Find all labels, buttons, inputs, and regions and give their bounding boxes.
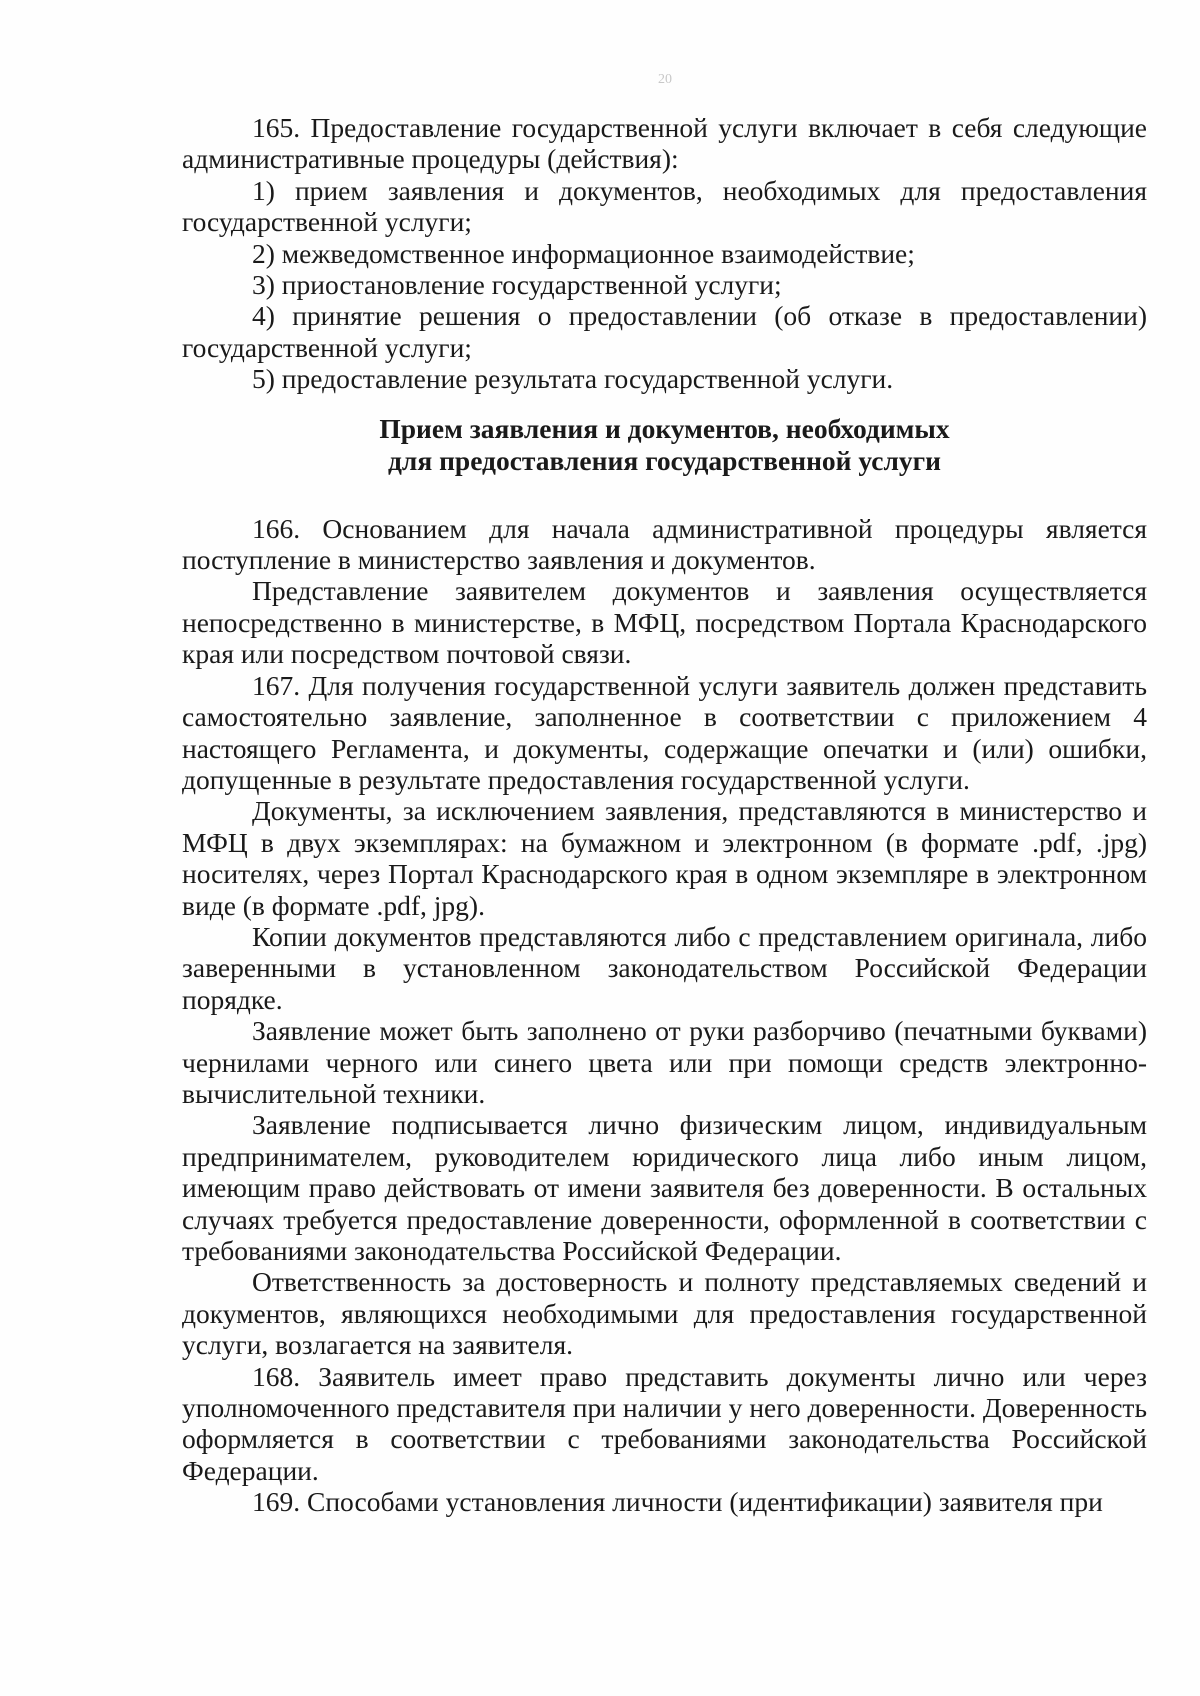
paragraph-document-copies: Копии документов представляются либо с представлением оригинала, либо заверенными в установленном законодательством Российской Федерации порядке.	[182, 920, 1147, 1015]
paragraph-169: 169. Способами установления личности (идентификации) заявителя при	[252, 1486, 1103, 1518]
paragraph-signature: Заявление подписывается лично физическим лицом, индивидуальным предпринимателем, руководителем юридического лица либо иным лицом, имеющим право действовать от имени заявителя без доверенности. В остальных случаях требуется предоставление доверенности, оформленной в соответствии с требованиями законодательства Российской Федерации.	[182, 1109, 1147, 1266]
paragraph-submission-methods: Представление заявителем документов и заявления осуществляется непосредственно в министерстве, в МФЦ, посредством Портала Краснодарского края или посредством почтовой связи.	[182, 575, 1147, 670]
section-heading-line-1: Прием заявления и документов, необходимых	[379, 412, 950, 444]
paragraph-166: 166. Основанием для начала административной процедуры является поступление в министерство заявления и документов.	[182, 512, 1147, 576]
section-heading-line-2: для предоставления государственной услуги	[387, 444, 942, 476]
document-text	[182, 112, 1147, 1518]
list-item-4: 4) принятие решения о предоставлении (об отказе в предоставлении) государственной услуги;	[182, 300, 1147, 363]
section-heading	[182, 413, 1147, 477]
paragraph-filling-requirements: Заявление может быть заполнено от руки разборчиво (печатными буквами) чернилами черного или синего цвета или при помощи средств электронно-вычислительной техники.	[182, 1015, 1147, 1109]
page-number-mark: 20	[658, 72, 672, 87]
paragraph-document-formats: Документы, за исключением заявления, представляются в министерство и МФЦ в двух экземплярах: на бумажном и электронном (в формате .pdf, .jpg) носителях, через Портал Краснодарского края в одном экземпляре в электронном виде (в формате .pdf, jpg).	[182, 795, 1147, 921]
list-item-2: 2) межведомственное информационное взаимодействие;	[252, 237, 915, 269]
paragraph-167: 167. Для получения государственной услуги заявитель должен представить самостоятельно заявление, заполненное в соответствии с приложением 4 настоящего Регламента, и документы, содержащие опечатки и (или) ошибки, допущенные в результате предоставления государственной услуги.	[182, 669, 1147, 795]
paragraph-165: 165. Предоставление государственной услуги включает в себя следующие административные процедуры (действия):	[182, 112, 1147, 175]
paragraph-responsibility: Ответственность за достоверность и полноту представляемых сведений и документов, являющихся необходимыми для предоставления государственной услуги, возлагается на заявителя.	[182, 1266, 1147, 1361]
list-item-1: 1) прием заявления и документов, необходимых для предоставления государственной услуги;	[182, 174, 1147, 238]
list-item-3: 3) приостановление государственной услуги;	[252, 269, 782, 301]
list-item-5: 5) предоставление результата государственной услуги.	[252, 363, 894, 395]
paragraph-168: 168. Заявитель имеет право представить документы лично или через уполномоченного представителя при наличии у него доверенности. Доверенность оформляется в соответствии с требованиями законодательства Российской Федерации.	[182, 1360, 1147, 1486]
